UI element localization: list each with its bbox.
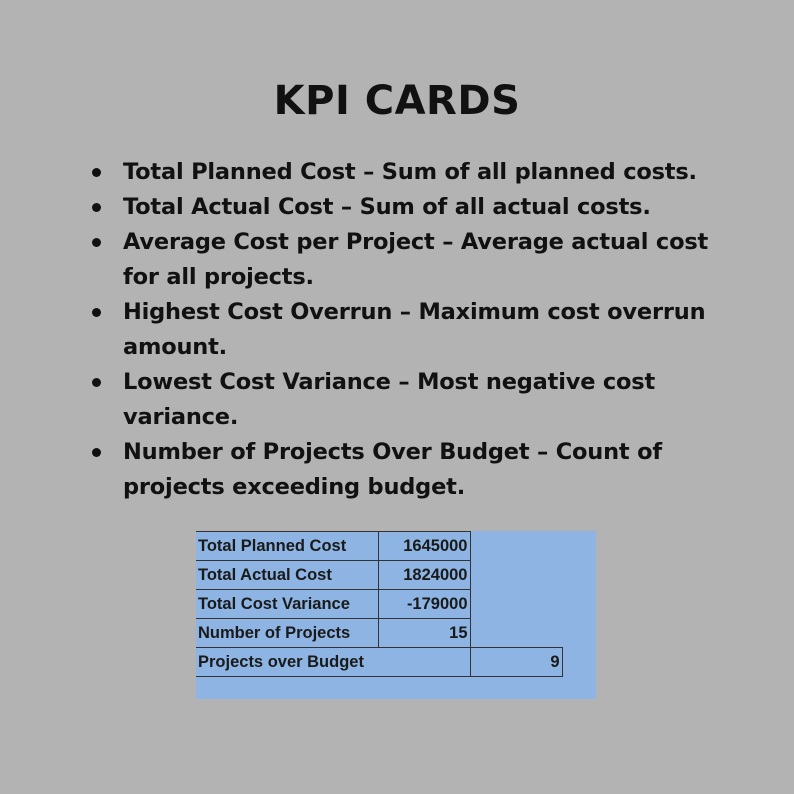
table-row (196, 648, 562, 677)
table-row (196, 619, 562, 648)
kpi-table-panel (196, 531, 596, 699)
bullet-text: Total Planned Cost – Sum of all planned costs. (123, 159, 697, 185)
kpi-label-cell: Projects over Budget (196, 648, 470, 677)
bullet-item-over-budget-count (92, 435, 732, 505)
kpi-label-cell: Total Planned Cost (196, 532, 378, 561)
table-row (196, 561, 562, 590)
bullet-text: Number of Projects Over Budget – Count of projects exceeding budget. (123, 439, 662, 500)
bullet-item-total-actual-cost (92, 190, 732, 225)
bullet-dot-icon (92, 378, 101, 387)
table-row (196, 590, 562, 619)
kpi-value-cell: 1824000 (378, 561, 470, 590)
kpi-value-cell: -179000 (378, 590, 470, 619)
bullet-item-lowest-variance (92, 365, 732, 435)
kpi-label-cell: Total Cost Variance (196, 590, 378, 619)
page-title: KPI CARDS (273, 78, 521, 124)
bullet-item-highest-overrun (92, 295, 732, 365)
bullet-dot-icon (92, 168, 101, 177)
bullet-dot-icon (92, 308, 101, 317)
kpi-label-cell: Total Actual Cost (196, 561, 378, 590)
table-row (196, 532, 562, 561)
bullet-dot-icon (92, 203, 101, 212)
bullet-text: Total Actual Cost – Sum of all actual costs. (123, 194, 651, 220)
bullet-text: Highest Cost Overrun – Maximum cost overrun amount. (123, 299, 706, 360)
kpi-table (196, 531, 563, 677)
bullet-item-total-planned-cost (92, 155, 732, 190)
kpi-value-cell: 9 (470, 648, 562, 677)
kpi-definition-list (92, 155, 732, 505)
bullet-text: Average Cost per Project – Average actual cost for all projects. (123, 229, 709, 290)
kpi-value-cell: 1645000 (378, 532, 470, 561)
bullet-text: Lowest Cost Variance – Most negative cost variance. (123, 369, 656, 430)
bullet-dot-icon (92, 238, 101, 247)
kpi-value-cell: 15 (378, 619, 470, 648)
kpi-label-cell: Number of Projects (196, 619, 378, 648)
bullet-dot-icon (92, 448, 101, 457)
bullet-item-average-cost (92, 225, 732, 295)
